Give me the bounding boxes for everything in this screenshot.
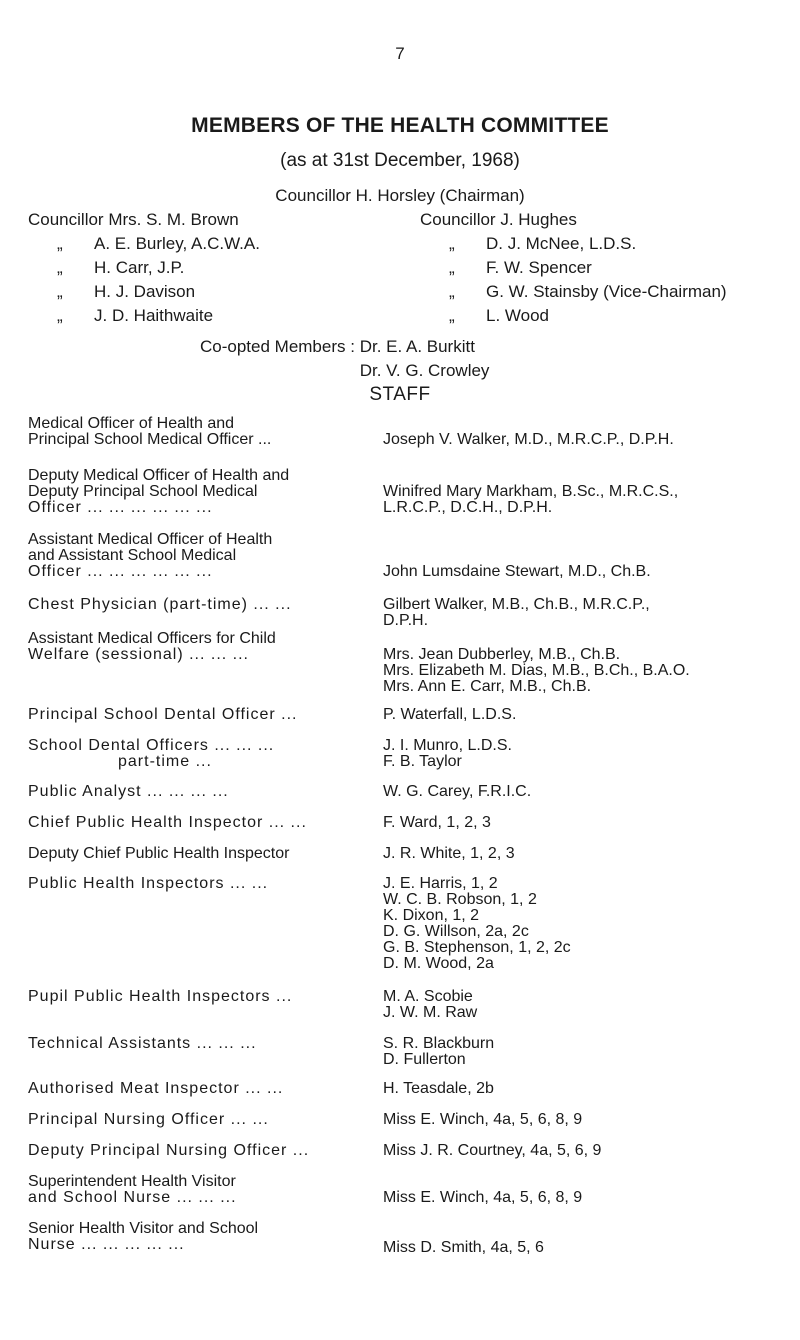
staff-name: Winifred Mary Markham, B.Sc., M.R.C.S., xyxy=(383,483,679,500)
councillor-name: L. Wood xyxy=(486,306,550,325)
role-line: Assistant Medical Officers for Child xyxy=(28,630,276,647)
staff-name: G. B. Stephenson, 1, 2, 2c xyxy=(383,939,571,956)
staff-name: P. Waterfall, L.D.S. xyxy=(383,706,517,723)
staff-name: J. I. Munro, L.D.S. xyxy=(383,737,512,754)
staff-role xyxy=(28,1221,258,1253)
page-title: MEMBERS OF THE HEALTH COMMITTEE xyxy=(191,114,609,137)
role-line: Officer ... ... ... ... ... ... xyxy=(28,563,213,580)
ditto-mark: „ xyxy=(57,282,63,301)
ditto-mark: „ xyxy=(449,234,455,253)
staff-role xyxy=(28,631,276,663)
role-line: Deputy Chief Public Health Inspector xyxy=(28,845,290,862)
staff-name: W. C. B. Robson, 1, 2 xyxy=(383,891,537,908)
ditto-mark: „ xyxy=(57,306,63,325)
page-subtitle: (as at 31st December, 1968) xyxy=(280,150,520,171)
staff-names xyxy=(383,784,531,800)
councillor-name: G. W. Stainsby (Vice-Chairman) xyxy=(486,282,727,301)
staff-name: Mrs. Elizabeth M. Dias, M.B., B.Ch., B.A.O. xyxy=(383,662,690,679)
staff-name: D. M. Wood, 2a xyxy=(383,955,494,972)
role-line: part-time ... xyxy=(118,753,212,770)
chairman-line: Councillor H. Horsley (Chairman) xyxy=(275,186,525,205)
councillor-name: A. E. Burley, A.C.W.A. xyxy=(94,234,260,253)
role-line: Principal Nursing Officer ... ... xyxy=(28,1111,269,1128)
staff-role xyxy=(28,784,229,800)
councillor-entry xyxy=(28,304,260,328)
role-line: Public Analyst ... ... ... ... xyxy=(28,783,229,800)
staff-names xyxy=(383,846,515,862)
councillor-name: D. J. McNee, L.D.S. xyxy=(486,234,637,253)
coopted-label: Co-opted Members : xyxy=(200,337,355,356)
role-line: Chest Physician (part-time) ... ... xyxy=(28,596,292,613)
staff-names xyxy=(383,1036,494,1068)
role-line: Officer ... ... ... ... ... ... xyxy=(28,499,213,516)
coopted-members xyxy=(200,335,489,383)
staff-name: Gilbert Walker, M.B., Ch.B., M.R.C.P., xyxy=(383,596,650,613)
ditto-mark: „ xyxy=(449,282,455,301)
role-line: School Dental Officers ... ... ... xyxy=(28,737,275,754)
staff-names xyxy=(383,1143,601,1159)
ditto-mark: „ xyxy=(449,258,455,277)
staff-name: M. A. Scobie xyxy=(383,988,473,1005)
role-line: Technical Assistants ... ... ... xyxy=(28,1035,257,1052)
coopted-row xyxy=(200,359,489,383)
role-line: Principal School Medical Officer ... xyxy=(28,431,272,448)
staff-names xyxy=(383,1240,544,1256)
ditto-mark: „ xyxy=(57,258,63,277)
ditto-mark: „ xyxy=(57,234,63,253)
staff-name: Miss E. Winch, 4a, 5, 6, 8, 9 xyxy=(383,1111,583,1128)
coopted-row xyxy=(200,335,489,359)
staff-name: L.R.C.P., D.C.H., D.P.H. xyxy=(383,499,553,516)
councillor-entry xyxy=(420,256,727,280)
staff-role xyxy=(28,989,292,1005)
councillor-entry xyxy=(28,208,260,232)
staff-names xyxy=(383,432,674,448)
staff-name: Joseph V. Walker, M.D., M.R.C.P., D.P.H. xyxy=(383,431,674,448)
staff-name: Mrs. Ann E. Carr, M.B., Ch.B. xyxy=(383,678,592,695)
staff-name: Miss D. Smith, 4a, 5, 6 xyxy=(383,1239,544,1256)
coopted-member: Dr. V. G. Crowley xyxy=(359,361,490,380)
staff-names xyxy=(383,815,491,831)
councillor-name: J. D. Haithwaite xyxy=(94,306,214,325)
staff-names xyxy=(383,989,477,1021)
ditto-mark: „ xyxy=(449,306,455,325)
councillor-entry xyxy=(420,232,727,256)
staff-names xyxy=(383,876,571,972)
staff-names xyxy=(383,738,512,770)
staff-role xyxy=(28,597,292,613)
staff-name: Miss J. R. Courtney, 4a, 5, 6, 9 xyxy=(383,1142,602,1159)
staff-name: D.P.H. xyxy=(383,612,429,629)
staff-role xyxy=(28,1174,237,1206)
role-line: Assistant Medical Officer of Health xyxy=(28,531,273,548)
staff-role xyxy=(28,532,272,580)
staff-names xyxy=(383,1190,582,1206)
staff-names xyxy=(383,707,516,723)
role-line: and Assistant School Medical xyxy=(28,547,237,564)
staff-role xyxy=(28,815,307,831)
staff-name: F. B. Taylor xyxy=(383,753,462,770)
staff-heading: STAFF xyxy=(369,384,431,405)
staff-role xyxy=(28,1143,309,1159)
staff-names xyxy=(383,647,690,695)
role-line: Deputy Principal Nursing Officer ... xyxy=(28,1142,310,1159)
staff-name: J. R. White, 1, 2, 3 xyxy=(383,845,515,862)
staff-role xyxy=(28,876,268,892)
role-line: and School Nurse ... ... ... xyxy=(28,1189,237,1206)
role-line: Medical Officer of Health and xyxy=(28,415,235,432)
councillor-entry xyxy=(28,256,260,280)
role-line: Superintendent Health Visitor xyxy=(28,1173,236,1190)
councillor-entry xyxy=(420,304,727,328)
councillor-name: H. Carr, J.P. xyxy=(94,258,185,277)
staff-name: K. Dixon, 1, 2 xyxy=(383,907,480,924)
staff-role xyxy=(28,468,289,516)
councillor-entry xyxy=(420,280,727,304)
staff-name: D. G. Willson, 2a, 2c xyxy=(383,923,529,940)
role-line: Chief Public Health Inspector ... ... xyxy=(28,814,307,831)
staff-name: J. W. M. Raw xyxy=(383,1004,478,1021)
staff-name: J. E. Harris, 1, 2 xyxy=(383,875,498,892)
role-line: Deputy Medical Officer of Health and xyxy=(28,467,290,484)
councillor-entry xyxy=(28,232,260,256)
staff-names xyxy=(383,1081,494,1097)
staff-role xyxy=(28,846,289,862)
staff-names xyxy=(383,1112,582,1128)
role-line: Senior Health Visitor and School xyxy=(28,1220,259,1237)
staff-role xyxy=(28,416,271,448)
staff-role xyxy=(28,738,274,770)
councillor-prefix: Councillor xyxy=(28,210,104,229)
role-line: Deputy Principal School Medical xyxy=(28,483,258,500)
councillor-name: F. W. Spencer xyxy=(486,258,592,277)
role-line: Nurse ... ... ... ... ... xyxy=(28,1236,185,1253)
staff-name: W. G. Carey, F.R.I.C. xyxy=(383,783,532,800)
councillor-entry xyxy=(28,280,260,304)
role-line: Authorised Meat Inspector ... ... xyxy=(28,1080,284,1097)
role-line: Pupil Public Health Inspectors ... xyxy=(28,988,293,1005)
page-number: 7 xyxy=(395,44,405,63)
councillor-entry xyxy=(420,208,727,232)
staff-names xyxy=(383,597,650,629)
staff-name: John Lumsdaine Stewart, M.D., Ch.B. xyxy=(383,563,651,580)
coopted-member: Dr. E. A. Burkitt xyxy=(359,337,475,356)
role-line: Welfare (sessional) ... ... ... xyxy=(28,646,249,663)
staff-role xyxy=(28,707,297,723)
staff-names xyxy=(383,564,651,580)
staff-name: Mrs. Jean Dubberley, M.B., Ch.B. xyxy=(383,646,621,663)
staff-name: Miss E. Winch, 4a, 5, 6, 8, 9 xyxy=(383,1189,583,1206)
councillor-name: J. Hughes xyxy=(500,210,577,229)
councillor-name: Mrs. S. M. Brown xyxy=(108,210,239,229)
staff-name: F. Ward, 1, 2, 3 xyxy=(383,814,491,831)
staff-name: S. R. Blackburn xyxy=(383,1035,495,1052)
councillors-left-column xyxy=(28,208,260,328)
staff-role xyxy=(28,1036,257,1052)
staff-role xyxy=(28,1112,269,1128)
councillor-name: H. J. Davison xyxy=(94,282,196,301)
role-line: Public Health Inspectors ... ... xyxy=(28,875,269,892)
staff-role xyxy=(28,1081,283,1097)
councillors-right-column xyxy=(420,208,727,328)
staff-name: H. Teasdale, 2b xyxy=(383,1080,494,1097)
councillor-prefix: Councillor xyxy=(420,210,496,229)
role-line: Principal School Dental Officer ... xyxy=(28,706,298,723)
staff-name: D. Fullerton xyxy=(383,1051,466,1068)
staff-names xyxy=(383,484,678,516)
